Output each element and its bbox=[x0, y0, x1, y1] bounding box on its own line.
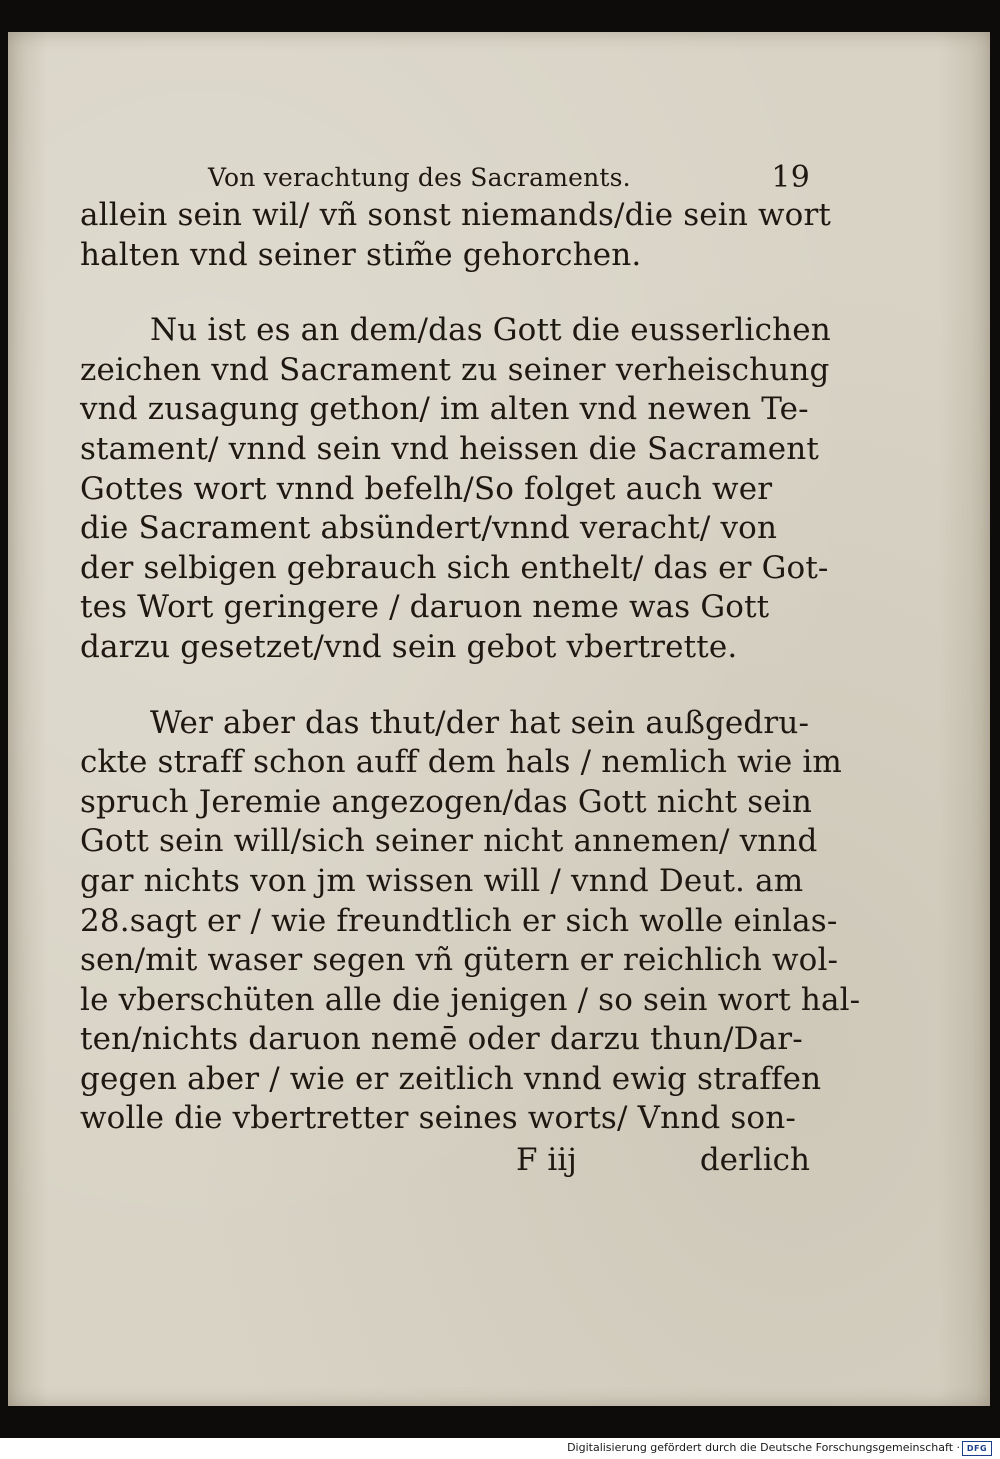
catchword: derlich bbox=[699, 1142, 810, 1179]
text-line: wolle die vbertretter seines worts/ Vnnd son- bbox=[80, 1100, 796, 1137]
text-line: der selbigen gebrauch sich enthelt/ das er Got- bbox=[80, 549, 829, 586]
text-line: stament/ vnnd sein vnd heissen die Sacrament bbox=[80, 430, 819, 467]
text-line: spruch Jeremie angezogen/das Gott nicht sein bbox=[80, 783, 812, 820]
text-block bbox=[80, 160, 861, 1181]
text-line: ckte straff schon auff dem hals / nemlich wie im bbox=[80, 744, 842, 781]
book-page bbox=[8, 32, 990, 1406]
text-line: Gott sein will/sich seiner nicht annemen/ vnnd bbox=[80, 823, 818, 860]
text-line: tes Wort geringere / daruon neme was Gott bbox=[80, 589, 770, 626]
paragraph-2 bbox=[80, 311, 831, 667]
credit-bar bbox=[0, 1438, 1000, 1459]
text-line: sen/mit waser segen vñ gütern er reichlich wol- bbox=[80, 942, 839, 979]
paragraph-1 bbox=[80, 196, 832, 275]
text-line: halten vnd seiner stim̃e gehorchen. bbox=[80, 236, 642, 273]
dfg-credit-text: Digitalisierung gefördert durch die Deutsche Forschungsgemeinschaft · bbox=[567, 1441, 960, 1454]
text-line: gar nichts von jm wissen will / vnnd Deut. am bbox=[80, 862, 804, 899]
paragraph-gap bbox=[80, 275, 810, 311]
page-footer bbox=[80, 1139, 810, 1181]
text-line: gegen aber / wie er zeitlich vnnd ewig straffen bbox=[80, 1060, 822, 1097]
dfg-logo-icon[interactable]: DFG bbox=[962, 1441, 992, 1456]
text-line: 28.sagt er / wie freundtlich er sich wolle einlas- bbox=[80, 902, 838, 939]
text-line: zeichen vnd Sacrament zu seiner verheischung bbox=[80, 351, 830, 388]
signature-mark: F iij bbox=[516, 1142, 577, 1179]
paragraph-3 bbox=[80, 704, 861, 1140]
page-header bbox=[80, 160, 810, 196]
text-line: die Sacrament absündert/vnnd veracht/ von bbox=[80, 510, 778, 547]
text-line: darzu gesetzet/vnd sein gebot vbertrette. bbox=[80, 628, 738, 665]
text-line: vnd zusagung gethon/ im alten vnd newen Te- bbox=[80, 391, 809, 428]
page-number: 19 bbox=[771, 160, 810, 195]
text-line: ten/nichts daruon nemē oder darzu thun/Dar- bbox=[80, 1021, 803, 1058]
text-line: Wer aber das thut/der hat sein außgedru- bbox=[150, 704, 810, 741]
running-title: Von verachtung des Sacraments. bbox=[208, 163, 631, 192]
paragraph-gap bbox=[80, 668, 810, 704]
text-line: Gottes wort vnnd befelh/So folget auch wer bbox=[80, 470, 773, 507]
text-line: allein sein wil/ vñ sonst niemands/die sein wort bbox=[80, 197, 832, 233]
text-line: le vberschüten alle die jenigen / so sein wort hal- bbox=[80, 981, 861, 1018]
text-line: Nu ist es an dem/das Gott die eusserlichen bbox=[150, 312, 831, 349]
